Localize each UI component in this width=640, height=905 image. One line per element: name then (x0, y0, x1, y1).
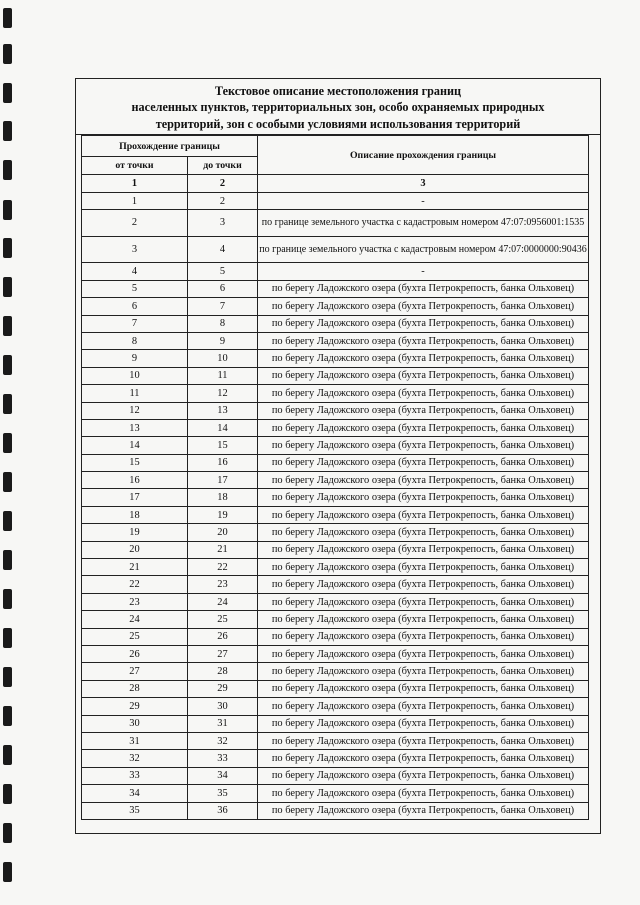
to-point-cell: 13 (188, 402, 258, 419)
from-point-cell: 3 (82, 236, 188, 263)
description-cell: по берегу Ладожского озера (бухта Петрокрепость, банка Ольховец) (258, 350, 589, 367)
table-row (82, 385, 589, 402)
to-point-cell: 27 (188, 645, 258, 662)
binding-hole (3, 784, 12, 804)
table-row (82, 193, 589, 210)
table-row (82, 593, 589, 610)
to-point-cell: 30 (188, 698, 258, 715)
from-point-cell: 29 (82, 698, 188, 715)
spiral-binding (3, 0, 17, 905)
column-number: 2 (188, 175, 258, 193)
description-cell: по берегу Ладожского озера (бухта Петрокрепость, банка Ольховец) (258, 315, 589, 332)
from-point-cell: 21 (82, 559, 188, 576)
description-cell: по берегу Ладожского озера (бухта Петрокрепость, банка Ольховец) (258, 385, 589, 402)
from-point-cell: 5 (82, 280, 188, 297)
to-point-cell: 3 (188, 210, 258, 237)
document-title (76, 79, 600, 135)
from-point-cell: 31 (82, 732, 188, 749)
binding-hole (3, 277, 12, 297)
to-point-cell: 7 (188, 298, 258, 315)
document-frame (75, 78, 601, 834)
to-point-cell: 23 (188, 576, 258, 593)
description-cell: - (258, 263, 589, 280)
table-row (82, 454, 589, 471)
from-point-cell: 12 (82, 402, 188, 419)
to-point-cell: 22 (188, 559, 258, 576)
description-cell: - (258, 193, 589, 210)
header-from-point: от точки (82, 157, 188, 175)
binding-hole (3, 8, 12, 28)
table-row (82, 280, 589, 297)
to-point-cell: 36 (188, 802, 258, 819)
binding-hole (3, 511, 12, 531)
from-point-cell: 7 (82, 315, 188, 332)
description-cell: по берегу Ладожского озера (бухта Петрокрепость, банка Ольховец) (258, 732, 589, 749)
table-row (82, 263, 589, 280)
binding-hole (3, 550, 12, 570)
binding-hole (3, 472, 12, 492)
description-cell: по берегу Ладожского озера (бухта Петрокрепость, банка Ольховец) (258, 437, 589, 454)
title-line: населенных пунктов, территориальных зон, особо охраняемых природных (131, 100, 545, 115)
to-point-cell: 4 (188, 236, 258, 263)
description-cell: по берегу Ладожского озера (бухта Петрокрепость, банка Ольховец) (258, 628, 589, 645)
table-row (82, 645, 589, 662)
table-row (82, 576, 589, 593)
from-point-cell: 20 (82, 541, 188, 558)
binding-hole (3, 200, 12, 220)
description-cell: по берегу Ладожского озера (бухта Петрокрепость, банка Ольховец) (258, 506, 589, 523)
from-point-cell: 27 (82, 663, 188, 680)
binding-hole (3, 433, 12, 453)
table-row (82, 715, 589, 732)
description-cell: по границе земельного участка с кадастровым номером 47:07:0000000:90436 (258, 236, 589, 263)
description-cell: по берегу Ладожского озера (бухта Петрокрепость, банка Ольховец) (258, 698, 589, 715)
description-cell: по берегу Ладожского озера (бухта Петрокрепость, банка Ольховец) (258, 454, 589, 471)
binding-hole (3, 394, 12, 414)
description-cell: по берегу Ладожского озера (бухта Петрокрепость, банка Ольховец) (258, 419, 589, 436)
binding-hole (3, 121, 12, 141)
description-cell: по берегу Ладожского озера (бухта Петрокрепость, банка Ольховец) (258, 367, 589, 384)
table-row (82, 472, 589, 489)
from-point-cell: 24 (82, 611, 188, 628)
from-point-cell: 34 (82, 785, 188, 802)
table-row (82, 419, 589, 436)
description-cell: по берегу Ладожского озера (бухта Петрокрепость, банка Ольховец) (258, 280, 589, 297)
table-row (82, 350, 589, 367)
from-point-cell: 15 (82, 454, 188, 471)
to-point-cell: 8 (188, 315, 258, 332)
description-cell: по берегу Ладожского озера (бухта Петрокрепость, банка Ольховец) (258, 611, 589, 628)
from-point-cell: 10 (82, 367, 188, 384)
from-point-cell: 1 (82, 193, 188, 210)
table-row (82, 437, 589, 454)
to-point-cell: 17 (188, 472, 258, 489)
from-point-cell: 23 (82, 593, 188, 610)
description-cell: по берегу Ладожского озера (бухта Петрокрепость, банка Ольховец) (258, 489, 589, 506)
table-body (82, 193, 589, 820)
to-point-cell: 35 (188, 785, 258, 802)
to-point-cell: 9 (188, 332, 258, 349)
from-point-cell: 14 (82, 437, 188, 454)
to-point-cell: 28 (188, 663, 258, 680)
description-cell: по берегу Ладожского озера (бухта Петрокрепость, банка Ольховец) (258, 645, 589, 662)
from-point-cell: 19 (82, 524, 188, 541)
binding-hole (3, 238, 12, 258)
table-row (82, 628, 589, 645)
from-point-cell: 16 (82, 472, 188, 489)
from-point-cell: 2 (82, 210, 188, 237)
description-cell: по берегу Ладожского озера (бухта Петрокрепость, банка Ольховец) (258, 524, 589, 541)
binding-hole (3, 589, 12, 609)
to-point-cell: 16 (188, 454, 258, 471)
description-cell: по берегу Ладожского озера (бухта Петрокрепость, банка Ольховец) (258, 802, 589, 819)
to-point-cell: 24 (188, 593, 258, 610)
binding-hole (3, 83, 12, 103)
to-point-cell: 20 (188, 524, 258, 541)
table-row (82, 489, 589, 506)
to-point-cell: 26 (188, 628, 258, 645)
to-point-cell: 14 (188, 419, 258, 436)
table-row (82, 785, 589, 802)
title-line: Текстовое описание местоположения границ (214, 83, 462, 98)
column-number: 3 (258, 175, 589, 193)
from-point-cell: 11 (82, 385, 188, 402)
to-point-cell: 29 (188, 680, 258, 697)
description-cell: по берегу Ладожского озера (бухта Петрокрепость, банка Ольховец) (258, 332, 589, 349)
from-point-cell: 9 (82, 350, 188, 367)
table-row (82, 611, 589, 628)
table-row (82, 524, 589, 541)
description-cell: по берегу Ладожского озера (бухта Петрокрепость, банка Ольховец) (258, 750, 589, 767)
header-to-point: до точки (188, 157, 258, 175)
table-row (82, 663, 589, 680)
from-point-cell: 30 (82, 715, 188, 732)
from-point-cell: 33 (82, 767, 188, 784)
table-row (82, 210, 589, 237)
description-cell: по берегу Ладожского озера (бухта Петрокрепость, банка Ольховец) (258, 663, 589, 680)
from-point-cell: 13 (82, 419, 188, 436)
table-row (82, 541, 589, 558)
title-line: территорий, зон с особыми условиями использования территорий (155, 116, 521, 131)
binding-hole (3, 823, 12, 843)
from-point-cell: 4 (82, 263, 188, 280)
to-point-cell: 2 (188, 193, 258, 210)
table-row (82, 750, 589, 767)
from-point-cell: 18 (82, 506, 188, 523)
from-point-cell: 32 (82, 750, 188, 767)
from-point-cell: 17 (82, 489, 188, 506)
from-point-cell: 6 (82, 298, 188, 315)
table-row (82, 332, 589, 349)
table-row (82, 680, 589, 697)
table-row (82, 402, 589, 419)
binding-hole (3, 706, 12, 726)
description-cell: по берегу Ладожского озера (бухта Петрокрепость, банка Ольховец) (258, 541, 589, 558)
description-cell: по берегу Ладожского озера (бухта Петрокрепость, банка Ольховец) (258, 715, 589, 732)
binding-hole (3, 316, 12, 336)
binding-hole (3, 745, 12, 765)
to-point-cell: 32 (188, 732, 258, 749)
boundary-table (81, 135, 589, 820)
from-point-cell: 25 (82, 628, 188, 645)
binding-hole (3, 628, 12, 648)
description-cell: по берегу Ладожского озера (бухта Петрокрепость, банка Ольховец) (258, 576, 589, 593)
table-row (82, 315, 589, 332)
table-row (82, 802, 589, 819)
to-point-cell: 15 (188, 437, 258, 454)
to-point-cell: 19 (188, 506, 258, 523)
from-point-cell: 26 (82, 645, 188, 662)
description-cell: по берегу Ладожского озера (бухта Петрокрепость, банка Ольховец) (258, 680, 589, 697)
table-row (82, 367, 589, 384)
to-point-cell: 33 (188, 750, 258, 767)
header-description: Описание прохождения границы (258, 136, 589, 175)
binding-hole (3, 44, 12, 64)
description-cell: по берегу Ладожского озера (бухта Петрокрепость, банка Ольховец) (258, 402, 589, 419)
binding-hole (3, 862, 12, 882)
table-row (82, 298, 589, 315)
table-row (82, 559, 589, 576)
description-cell: по берегу Ладожского озера (бухта Петрокрепость, банка Ольховец) (258, 559, 589, 576)
to-point-cell: 25 (188, 611, 258, 628)
description-cell: по берегу Ладожского озера (бухта Петрокрепость, банка Ольховец) (258, 785, 589, 802)
description-cell: по берегу Ладожского озера (бухта Петрокрепость, банка Ольховец) (258, 767, 589, 784)
table-row (82, 698, 589, 715)
table-row (82, 236, 589, 263)
table-row (82, 732, 589, 749)
to-point-cell: 18 (188, 489, 258, 506)
binding-hole (3, 160, 12, 180)
description-cell: по берегу Ладожского озера (бухта Петрокрепость, банка Ольховец) (258, 472, 589, 489)
from-point-cell: 22 (82, 576, 188, 593)
column-number: 1 (82, 175, 188, 193)
to-point-cell: 5 (188, 263, 258, 280)
from-point-cell: 28 (82, 680, 188, 697)
description-cell: по берегу Ладожского озера (бухта Петрокрепость, банка Ольховец) (258, 593, 589, 610)
table-row (82, 767, 589, 784)
to-point-cell: 6 (188, 280, 258, 297)
to-point-cell: 34 (188, 767, 258, 784)
to-point-cell: 10 (188, 350, 258, 367)
to-point-cell: 11 (188, 367, 258, 384)
binding-hole (3, 355, 12, 375)
binding-hole (3, 667, 12, 687)
header-boundary-passage: Прохождение границы (82, 136, 258, 157)
from-point-cell: 8 (82, 332, 188, 349)
to-point-cell: 12 (188, 385, 258, 402)
from-point-cell: 35 (82, 802, 188, 819)
to-point-cell: 21 (188, 541, 258, 558)
description-cell: по границе земельного участка с кадастровым номером 47:07:0956001:1535 (258, 210, 589, 237)
to-point-cell: 31 (188, 715, 258, 732)
description-cell: по берегу Ладожского озера (бухта Петрокрепость, банка Ольховец) (258, 298, 589, 315)
table-row (82, 506, 589, 523)
